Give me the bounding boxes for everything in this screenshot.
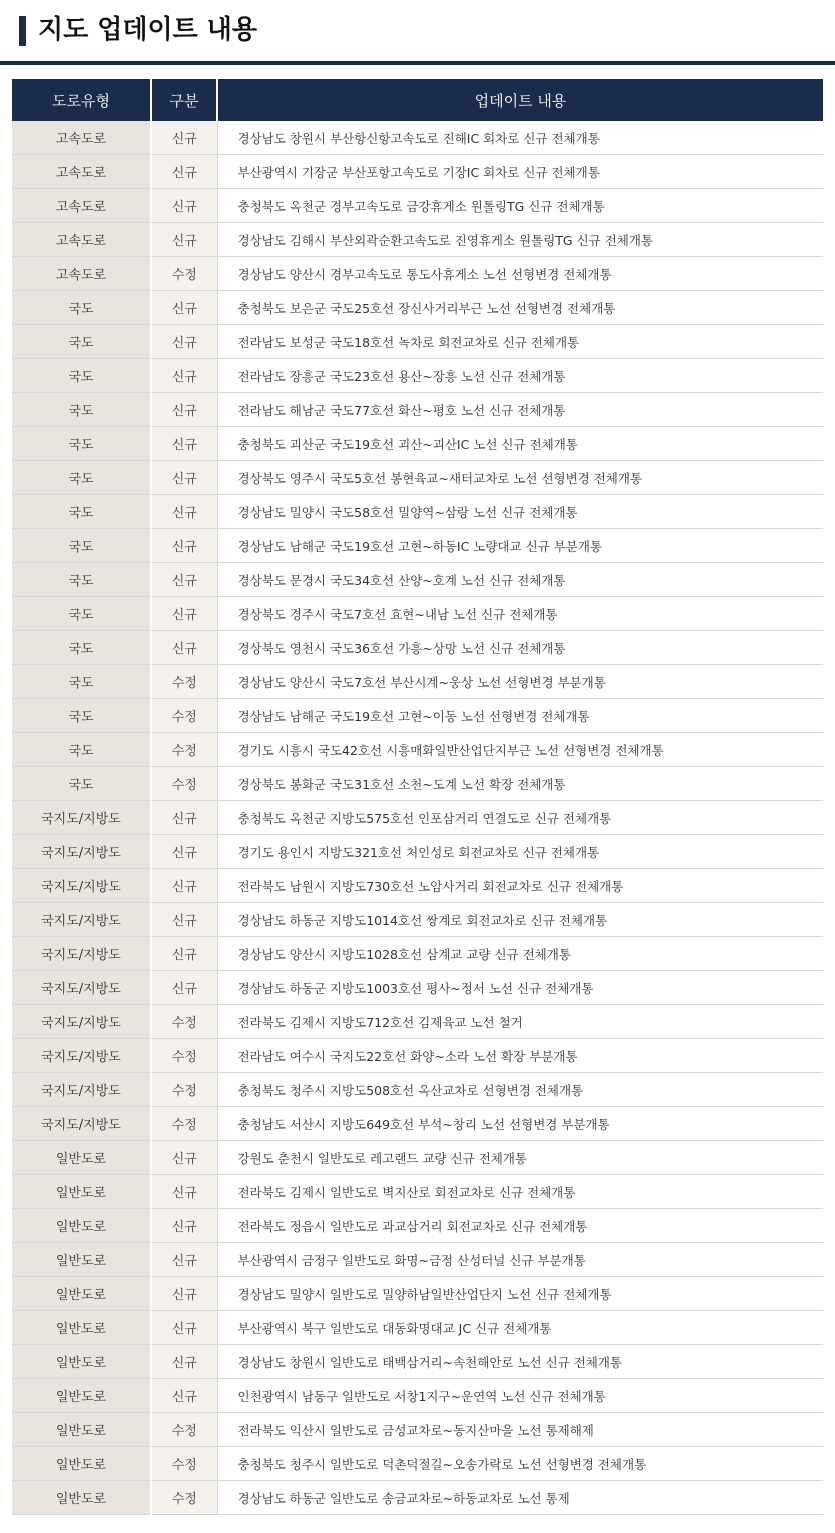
- table-body: [12, 121, 823, 1515]
- category-cell: 수정: [151, 733, 217, 767]
- category-cell: 신규: [151, 495, 217, 529]
- update-content-cell: 부산광역시 금정구 일반도로 화명~금정 산성터널 신규 부분개통: [217, 1243, 823, 1277]
- table-row: [12, 903, 823, 937]
- table-row: [12, 1379, 823, 1413]
- road-type-cell: 국도: [12, 733, 151, 767]
- road-type-cell: 일반도로: [12, 1379, 151, 1413]
- category-cell: 신규: [151, 1175, 217, 1209]
- update-content-cell: 경상북도 문경시 국도34호선 산양~호계 노선 신규 전체개통: [217, 563, 823, 597]
- category-cell: 신규: [151, 631, 217, 665]
- table-row: [12, 1107, 823, 1141]
- category-cell: 신규: [151, 529, 217, 563]
- road-type-cell: 국지도/지방도: [12, 971, 151, 1005]
- road-type-cell: 국도: [12, 461, 151, 495]
- page-title: 지도 업데이트 내용: [38, 15, 258, 45]
- table-row: [12, 1311, 823, 1345]
- table-row: [12, 971, 823, 1005]
- category-cell: 수정: [151, 1481, 217, 1515]
- category-cell: 신규: [151, 393, 217, 427]
- update-content-cell: 경기도 용인시 지방도321호선 처인성로 회전교차로 신규 전체개통: [217, 835, 823, 869]
- category-cell: 신규: [151, 869, 217, 903]
- update-content-cell: 경상북도 영주시 국도5호선 봉현육교~새터교차로 노선 선형변경 전체개통: [217, 461, 823, 495]
- category-cell: 신규: [151, 189, 217, 223]
- category-cell: 신규: [151, 291, 217, 325]
- table-row: [12, 257, 823, 291]
- category-cell: 수정: [151, 1039, 217, 1073]
- update-content-cell: 충청북도 괴산군 국도19호선 괴산~괴산IC 노선 신규 전체개통: [217, 427, 823, 461]
- road-type-cell: 일반도로: [12, 1311, 151, 1345]
- update-content-cell: 충청북도 보은군 국도25호선 장신사거리부근 노선 선형변경 전체개통: [217, 291, 823, 325]
- table-row: [12, 767, 823, 801]
- road-type-cell: 국지도/지방도: [12, 937, 151, 971]
- update-content-cell: 경상남도 김해시 부산외곽순환고속도로 진영휴게소 원톨링TG 신규 전체개통: [217, 223, 823, 257]
- category-cell: 신규: [151, 971, 217, 1005]
- table-row: [12, 1175, 823, 1209]
- table-row: [12, 937, 823, 971]
- category-cell: 신규: [151, 427, 217, 461]
- table-row: [12, 1039, 823, 1073]
- road-type-cell: 일반도로: [12, 1277, 151, 1311]
- update-content-cell: 경상북도 영천시 국도36호선 가흥~상망 노선 신규 전체개통: [217, 631, 823, 665]
- road-type-cell: 국도: [12, 699, 151, 733]
- title-accent-bar: [19, 16, 26, 46]
- update-content-cell: 경상남도 남해군 국도19호선 고현~이동 노선 선형변경 전체개통: [217, 699, 823, 733]
- page-header: [0, 0, 835, 62]
- category-cell: 수정: [151, 665, 217, 699]
- table-row: [12, 1447, 823, 1481]
- table-row: [12, 699, 823, 733]
- update-content-cell: 전라남도 보성군 국도18호선 녹차로 회전교차로 신규 전체개통: [217, 325, 823, 359]
- update-content-cell: 경상남도 하동군 지방도1003호선 평사~정서 노선 신규 전체개통: [217, 971, 823, 1005]
- road-type-cell: 국지도/지방도: [12, 1005, 151, 1039]
- category-cell: 수정: [151, 1413, 217, 1447]
- road-type-cell: 일반도로: [12, 1141, 151, 1175]
- update-content-cell: 전라북도 김제시 지방도712호선 김제육교 노선 철거: [217, 1005, 823, 1039]
- table-row: [12, 495, 823, 529]
- table-row: [12, 121, 823, 155]
- table-row: [12, 835, 823, 869]
- road-type-cell: 일반도로: [12, 1209, 151, 1243]
- table-row: [12, 1345, 823, 1379]
- update-content-cell: 충청북도 청주시 지방도508호선 옥산교차로 선형변경 전체개통: [217, 1073, 823, 1107]
- category-cell: 수정: [151, 1107, 217, 1141]
- update-content-cell: 전라북도 정읍시 일반도로 과교삼거리 회전교차로 신규 전체개통: [217, 1209, 823, 1243]
- road-type-cell: 국도: [12, 495, 151, 529]
- category-cell: 수정: [151, 767, 217, 801]
- road-type-cell: 국도: [12, 325, 151, 359]
- table-row: [12, 1005, 823, 1039]
- category-cell: 신규: [151, 461, 217, 495]
- table-row: [12, 801, 823, 835]
- road-type-cell: 국도: [12, 427, 151, 461]
- road-type-cell: 고속도로: [12, 189, 151, 223]
- road-type-cell: 국도: [12, 393, 151, 427]
- column-header-category: 구분: [151, 79, 217, 121]
- category-cell: 신규: [151, 937, 217, 971]
- table-row: [12, 291, 823, 325]
- update-content-cell: 경상남도 창원시 부산항신항고속도로 진해IC 회차로 신규 전체개통: [217, 121, 823, 155]
- category-cell: 수정: [151, 699, 217, 733]
- road-type-cell: 국지도/지방도: [12, 801, 151, 835]
- table-row: [12, 1277, 823, 1311]
- category-cell: 수정: [151, 1447, 217, 1481]
- road-type-cell: 국지도/지방도: [12, 1107, 151, 1141]
- update-content-cell: 경상남도 밀양시 일반도로 밀양하남일반산업단지 노선 신규 전체개통: [217, 1277, 823, 1311]
- header-divider: [0, 61, 835, 65]
- update-content-cell: 전라남도 여수시 국지도22호선 화양~소라 노선 확장 부분개통: [217, 1039, 823, 1073]
- table-row: [12, 325, 823, 359]
- road-type-cell: 국도: [12, 563, 151, 597]
- category-cell: 신규: [151, 835, 217, 869]
- road-type-cell: 일반도로: [12, 1243, 151, 1277]
- road-type-cell: 고속도로: [12, 223, 151, 257]
- category-cell: 신규: [151, 1345, 217, 1379]
- column-header-update-content: 업데이트 내용: [217, 79, 823, 121]
- road-type-cell: 고속도로: [12, 121, 151, 155]
- category-cell: 신규: [151, 1243, 217, 1277]
- update-content-cell: 전라북도 남원시 지방도730호선 노암사거리 회전교차로 신규 전체개통: [217, 869, 823, 903]
- category-cell: 신규: [151, 801, 217, 835]
- category-cell: 수정: [151, 257, 217, 291]
- category-cell: 수정: [151, 1073, 217, 1107]
- update-content-cell: 충청남도 서산시 지방도649호선 부석~창리 노선 선형변경 부분개통: [217, 1107, 823, 1141]
- update-content-cell: 충청북도 청주시 일반도로 덕촌덕절길~오송가락로 노선 선형변경 전체개통: [217, 1447, 823, 1481]
- road-type-cell: 일반도로: [12, 1413, 151, 1447]
- road-type-cell: 국지도/지방도: [12, 903, 151, 937]
- road-type-cell: 국도: [12, 597, 151, 631]
- table-row: [12, 563, 823, 597]
- update-content-cell: 경상북도 봉화군 국도31호선 소천~도계 노선 확장 전체개통: [217, 767, 823, 801]
- update-content-cell: 경상남도 하동군 일반도로 송금교차로~하동교차로 노선 통제: [217, 1481, 823, 1515]
- category-cell: 신규: [151, 903, 217, 937]
- category-cell: 신규: [151, 597, 217, 631]
- category-cell: 신규: [151, 121, 217, 155]
- table-row: [12, 529, 823, 563]
- table-row: [12, 155, 823, 189]
- road-type-cell: 국도: [12, 767, 151, 801]
- update-content-cell: 경상북도 경주시 국도7호선 효현~내남 노선 신규 전체개통: [217, 597, 823, 631]
- update-content-cell: 충청북도 옥천군 경부고속도로 금강휴게소 원톨링TG 신규 전체개통: [217, 189, 823, 223]
- map-update-table: [12, 79, 823, 1515]
- category-cell: 신규: [151, 1209, 217, 1243]
- update-content-cell: 경상남도 밀양시 국도58호선 밀양역~삼랑 노선 신규 전체개통: [217, 495, 823, 529]
- update-content-cell: 충청북도 옥천군 지방도575호선 인포삼거리 연결도로 신규 전체개통: [217, 801, 823, 835]
- road-type-cell: 고속도로: [12, 257, 151, 291]
- category-cell: 신규: [151, 223, 217, 257]
- category-cell: 신규: [151, 155, 217, 189]
- update-content-cell: 전라남도 장흥군 국도23호선 용산~장흥 노선 신규 전체개통: [217, 359, 823, 393]
- update-content-cell: 전라북도 김제시 일반도로 벽지산로 회전교차로 신규 전체개통: [217, 1175, 823, 1209]
- table-header-row: [12, 79, 823, 121]
- update-content-cell: 경상남도 양산시 지방도1028호선 삼계교 교량 신규 전체개통: [217, 937, 823, 971]
- road-type-cell: 국지도/지방도: [12, 835, 151, 869]
- category-cell: 신규: [151, 1379, 217, 1413]
- table-row: [12, 223, 823, 257]
- table-row: [12, 869, 823, 903]
- road-type-cell: 국도: [12, 291, 151, 325]
- update-content-cell: 전라남도 해남군 국도77호선 화산~평호 노선 신규 전체개통: [217, 393, 823, 427]
- table-row: [12, 359, 823, 393]
- update-content-cell: 경상남도 양산시 경부고속도로 통도사휴게소 노선 선형변경 전체개통: [217, 257, 823, 291]
- update-content-cell: 강원도 춘천시 일반도로 레고랜드 교량 신규 전체개통: [217, 1141, 823, 1175]
- update-content-cell: 경기도 시흥시 국도42호선 시흥매화일반산업단지부근 노선 선형변경 전체개통: [217, 733, 823, 767]
- table-row: [12, 1413, 823, 1447]
- update-content-cell: 경상남도 남해군 국도19호선 고현~하동IC 노량대교 신규 부분개통: [217, 529, 823, 563]
- table-row: [12, 631, 823, 665]
- table-row: [12, 427, 823, 461]
- road-type-cell: 고속도로: [12, 155, 151, 189]
- road-type-cell: 일반도로: [12, 1481, 151, 1515]
- table-row: [12, 1481, 823, 1515]
- table-row: [12, 597, 823, 631]
- category-cell: 신규: [151, 1311, 217, 1345]
- road-type-cell: 국지도/지방도: [12, 869, 151, 903]
- table-row: [12, 1073, 823, 1107]
- road-type-cell: 국도: [12, 631, 151, 665]
- road-type-cell: 국도: [12, 665, 151, 699]
- table-row: [12, 1141, 823, 1175]
- table-row: [12, 1209, 823, 1243]
- update-content-cell: 경상남도 창원시 일반도로 태백삼거리~속천해안로 노선 신규 전체개통: [217, 1345, 823, 1379]
- category-cell: 신규: [151, 563, 217, 597]
- road-type-cell: 국도: [12, 529, 151, 563]
- category-cell: 신규: [151, 1141, 217, 1175]
- road-type-cell: 국지도/지방도: [12, 1073, 151, 1107]
- table-row: [12, 393, 823, 427]
- road-type-cell: 일반도로: [12, 1175, 151, 1209]
- table-row: [12, 189, 823, 223]
- update-content-cell: 전라북도 익산시 일반도로 금성교차로~동지산마을 노선 통제해제: [217, 1413, 823, 1447]
- category-cell: 신규: [151, 325, 217, 359]
- update-content-cell: 인천광역시 남동구 일반도로 서창1지구~운연역 노선 신규 전체개통: [217, 1379, 823, 1413]
- table-row: [12, 461, 823, 495]
- road-type-cell: 일반도로: [12, 1447, 151, 1481]
- update-content-cell: 경상남도 양산시 국도7호선 부산시계~웅상 노선 선형변경 부분개통: [217, 665, 823, 699]
- category-cell: 신규: [151, 359, 217, 393]
- table-row: [12, 1243, 823, 1277]
- update-content-cell: 부산광역시 북구 일반도로 대동화명대교 JC 신규 전체개통: [217, 1311, 823, 1345]
- road-type-cell: 국도: [12, 359, 151, 393]
- table-row: [12, 665, 823, 699]
- update-content-cell: 부산광역시 기장군 부산포항고속도로 기장IC 회차로 신규 전체개통: [217, 155, 823, 189]
- table-row: [12, 733, 823, 767]
- road-type-cell: 일반도로: [12, 1345, 151, 1379]
- category-cell: 수정: [151, 1005, 217, 1039]
- column-header-road-type: 도로유형: [12, 79, 151, 121]
- road-type-cell: 국지도/지방도: [12, 1039, 151, 1073]
- update-content-cell: 경상남도 하동군 지방도1014호선 쌍계로 회전교차로 신규 전체개통: [217, 903, 823, 937]
- category-cell: 신규: [151, 1277, 217, 1311]
